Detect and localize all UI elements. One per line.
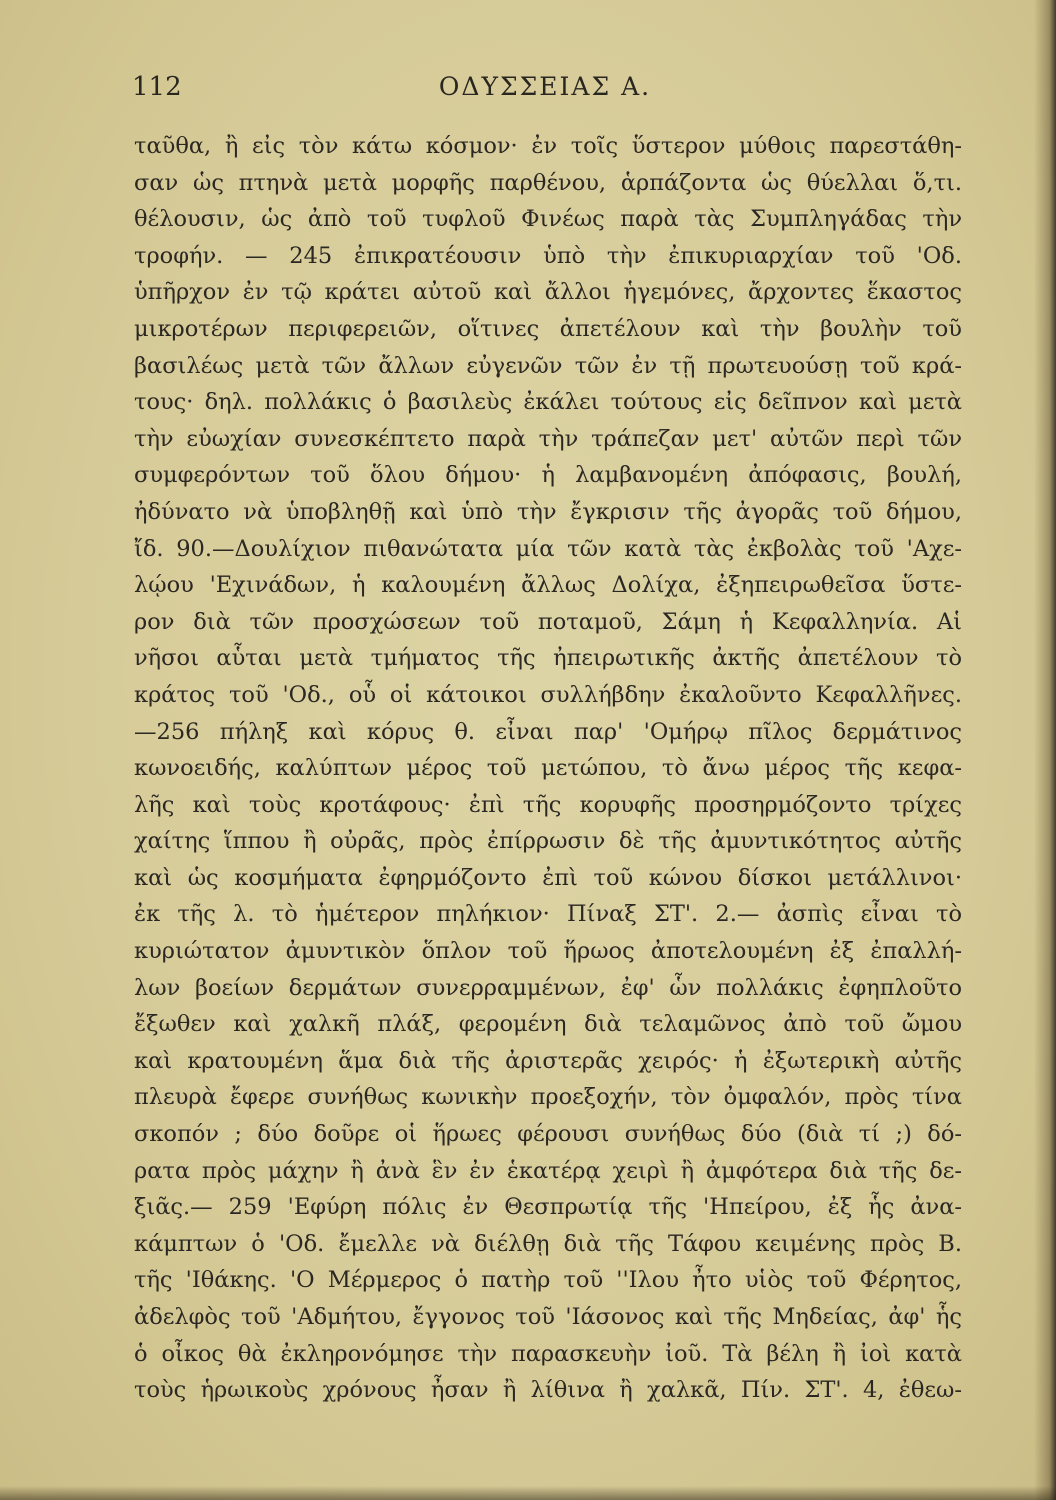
text-line: μικροτέρων περιφερειῶν, οἵτινες ἀπετέλουν καὶ τὴν βουλὴν τοῦ — [134, 315, 962, 342]
text-line: ταῦθα, ἢ εἰς τὸν κάτω κόσμον· ἐν τοῖς ὕστερον μύθοις παρεστάθη- — [134, 133, 962, 159]
text-line: τῆς 'Ιθάκης. 'Ο Μέρμερος ὁ πατὴρ τοῦ ''Ιλου ἦτο υἱὸς τοῦ Φέρητος, — [134, 1267, 962, 1294]
text-line: ἀδελφὸς τοῦ 'Αδμήτου, ἔγγονος τοῦ 'Ιάσονος καὶ τῆς Μηδείας, ἀφ' ἧς — [134, 1304, 962, 1330]
page-edge-shadow — [1034, 0, 1056, 1500]
page-bottom-shadow — [0, 1486, 1056, 1500]
text-line: ξιᾶς.— 259 'Εφύρη πόλις ἐν Θεσπρωτίᾳ τῆς 'Ηπείρου, ἐξ ἧς ἀνα- — [134, 1194, 962, 1221]
text-line: ἠδύνατο νὰ ὑποβληθῇ καὶ ὑπὸ τὴν ἔγκρισιν τῆς ἀγορᾶς τοῦ δήμου, — [134, 498, 962, 525]
text-line: ἴδ. 90.—Δουλίχιον πιθανώτατα μία τῶν κατὰ τὰς ἐκβολὰς τοῦ 'Αχε- — [134, 535, 962, 562]
text-line: ρατα πρὸς μάχην ἢ ἀνὰ ἓν ἐν ἑκατέρᾳ χειρὶ ἢ ἀμφότερα διὰ τῆς δε- — [134, 1157, 962, 1184]
text-line: καὶ κρατουμένη ἅμα διὰ τῆς ἀριστερᾶς χειρός· ἡ ἐξωτερικὴ αὐτῆς — [134, 1047, 962, 1074]
text-line: καὶ ὡς κοσμήματα ἐφηρμόζοντο ἐπὶ τοῦ κώνου δίσκοι μετάλλινοι· — [134, 864, 962, 891]
page-number: 112 — [132, 72, 182, 102]
text-line: λων βοείων δερμάτων συνερραμμένων, ἐφ' ὧν πολλάκις ἐφηπλοῦτο — [134, 974, 962, 1001]
text-line: σκοπόν ; δύο δοῦρε οἱ ἥρωες φέρουσι συνήθως δύο (διὰ τί ;) δό- — [134, 1121, 962, 1148]
text-line: ὑπῆρχον ἐν τῷ κράτει αὐτοῦ καὶ ἄλλοι ἡγεμόνες, ἄρχοντες ἕκαστος — [134, 279, 962, 306]
running-title: ΟΔΥΣΣΕΙΑΣ Α. — [438, 72, 652, 101]
text-line: νῆσοι αὗται μετὰ τμήματος τῆς ἠπειρωτικῆς ἀκτῆς ἀπετέλουν τὸ — [134, 645, 962, 672]
text-line: ρον διὰ τῶν προσχώσεων τοῦ ποταμοῦ, Σάμη ἡ Κεφαλληνία. Αἱ — [134, 608, 962, 635]
text-line: σαν ὡς πτηνὰ μετὰ μορφῆς παρθένου, ἁρπάζοντα ὡς θύελλαι ὅ,τι. — [134, 169, 962, 196]
text-line: —256 πήληξ καὶ κόρυς θ. εἶναι παρ' 'Ομήρῳ πῖλος δερμάτινος — [134, 718, 962, 745]
text-line: χαίτης ἵππου ἢ οὐρᾶς, πρὸς ἐπίρρωσιν δὲ τῆς ἀμυντικότητος αὐτῆς — [134, 828, 962, 855]
text-line: τοὺς ἡρωικοὺς χρόνους ἦσαν ἢ λίθινα ἢ χαλκᾶ, Πίν. ΣΤ'. 4, ἐθεω- — [134, 1377, 962, 1404]
commentary-text — [134, 128, 962, 1409]
text-line: κάμπτων ὁ 'Οδ. ἔμελλε νὰ διέλθῃ διὰ τῆς Τάφου κειμένης πρὸς Β. — [134, 1230, 962, 1257]
text-line: λῆς καὶ τοὺς κροτάφους· ἐπὶ τῆς κορυφῆς προσηρμόζοντο τρίχες — [134, 791, 962, 818]
text-line: κωνοειδής, καλύπτων μέρος τοῦ μετώπου, τὸ ἄνω μέρος τῆς κεφα- — [134, 755, 962, 782]
text-line: τροφήν. — 245 ἐπικρατέουσιν ὑπὸ τὴν ἐπικυριαρχίαν τοῦ 'Οδ. — [134, 242, 962, 269]
text-line: θέλουσιν, ὡς ἀπὸ τοῦ τυφλοῦ Φινέως παρὰ τὰς Συμπληγάδας τὴν — [134, 206, 962, 233]
text-line: βασιλέως μετὰ τῶν ἄλλων εὐγενῶν τῶν ἐν τῇ πρωτευούσῃ τοῦ κρά- — [134, 352, 962, 379]
text-line: τὴν εὐωχίαν συνεσκέπτετο παρὰ τὴν τράπεζαν μετ' αὐτῶν περὶ τῶν — [134, 425, 962, 452]
text-line: ἔξωθεν καὶ χαλκῆ πλάξ, φερομένη διὰ τελαμῶνος ἀπὸ τοῦ ὤμου — [134, 1011, 962, 1038]
text-line: τους· δηλ. πολλάκις ὁ βασιλεὺς ἐκάλει τούτους εἰς δεῖπνον καὶ μετὰ — [134, 389, 962, 416]
text-line: πλευρὰ ἔφερε συνήθως κωνικὴν προεξοχήν, τὸν ὀμφαλόν, πρὸς τίνα — [134, 1084, 962, 1111]
text-line: συμφερόντων τοῦ ὅλου δήμου· ἡ λαμβανομένη ἀπόφασις, βουλή, — [134, 462, 962, 489]
text-line: κράτος τοῦ 'Οδ., οὗ οἱ κάτοικοι συλλήβδην ἐκαλοῦντο Κεφαλλῆνες. — [134, 681, 962, 708]
text-line: ὁ οἶκος θὰ ἐκληρονόμησε τὴν παρασκευὴν ἰοῦ. Τὰ βέλη ἢ ἰοὶ κατὰ — [134, 1340, 962, 1367]
text-line: κυριώτατον ἀμυντικὸν ὅπλον τοῦ ἥρωος ἀποτελουμένη ἐξ ἐπαλλή- — [134, 938, 962, 965]
text-line: λῴου 'Εχινάδων, ἡ καλουμένη ἄλλως Δολίχα, ἐξηπειρωθεῖσα ὕστε- — [134, 572, 962, 599]
text-line: ἐκ τῆς λ. τὸ ἡμέτερον πηλήκιον· Πίναξ ΣΤ'. 2.— ἀσπὶς εἶναι τὸ — [134, 901, 962, 928]
page-header — [132, 68, 958, 108]
